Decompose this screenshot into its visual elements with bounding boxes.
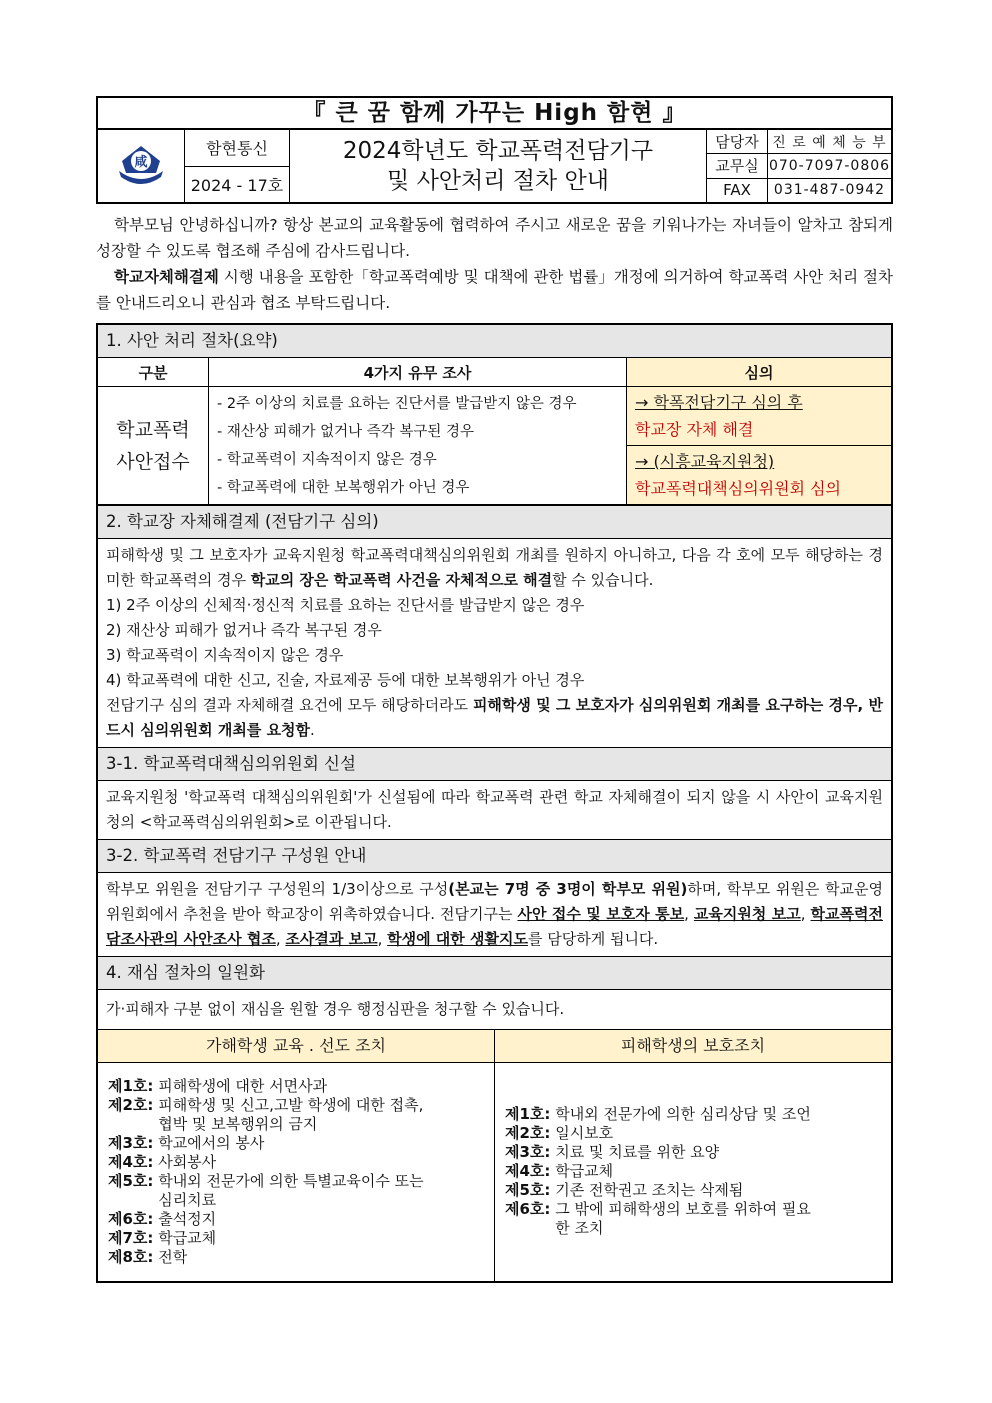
section-3-2-title: 3-2. 학교폭력 전담기구 구성원 안내 bbox=[98, 839, 891, 873]
intro-paragraph-2 bbox=[96, 264, 893, 316]
offender-measures-list bbox=[98, 1063, 494, 1281]
condition-item: - 2주 이상의 치료를 요하는 진단서를 발급받지 않은 경우 bbox=[217, 395, 577, 412]
measures-table bbox=[98, 1029, 891, 1281]
measure-number: 제2호: bbox=[505, 1124, 551, 1142]
measure-text: 그 밖에 피해학생의 보호를 위하여 필요한 조치 bbox=[555, 1200, 811, 1237]
condition-item: - 학교폭력이 지속적이지 않은 경우 bbox=[217, 451, 437, 468]
list-item: 2) 재산상 피해가 없거나 즉각 복구된 경우 bbox=[106, 621, 382, 639]
measure-number: 제2호: bbox=[108, 1096, 154, 1114]
list-item bbox=[108, 1172, 484, 1210]
contact-value: 031-487-0942 bbox=[773, 182, 886, 199]
measure-number: 제3호: bbox=[505, 1143, 551, 1161]
result-2-line-2: 학교폭력대책심의위원회 심의 bbox=[635, 479, 842, 498]
measure-number: 제4호: bbox=[108, 1153, 154, 1171]
contact-table bbox=[707, 130, 891, 202]
victim-measures-title: 피해학생의 보호조치 bbox=[495, 1030, 891, 1063]
contact-value: 070-7097-0806 bbox=[768, 157, 891, 174]
contact-row bbox=[707, 178, 891, 202]
list-item bbox=[505, 1181, 881, 1200]
measure-text: 학내외 전문가에 의한 심리상담 및 조언 bbox=[555, 1105, 811, 1123]
result-committee bbox=[627, 446, 892, 505]
result-self-resolve bbox=[627, 387, 892, 446]
section-2-paragraph-1 bbox=[106, 543, 883, 593]
document-title bbox=[290, 130, 707, 202]
procedure-table bbox=[98, 358, 891, 505]
measure-number: 제8호: bbox=[108, 1248, 154, 1266]
intro-text bbox=[96, 212, 893, 316]
duty-item: 학생에 대한 생활지도 bbox=[387, 930, 528, 948]
contact-row bbox=[707, 130, 891, 153]
measure-number: 제7호: bbox=[108, 1229, 154, 1247]
measure-text: 학내외 전문가에 의한 특별교육이수 또는 심리치료 bbox=[158, 1172, 424, 1209]
offender-measures-title: 가해학생 교육 . 선도 조치 bbox=[98, 1030, 494, 1063]
section-4-title: 4. 재심 절차의 일원화 bbox=[98, 956, 891, 990]
category-line-2: 사안접수 bbox=[116, 450, 190, 473]
separator: , bbox=[684, 905, 694, 923]
measure-number: 제5호: bbox=[505, 1181, 551, 1199]
measure-text: 전학 bbox=[158, 1248, 188, 1266]
duty-item: 사안 접수 및 보호자 통보 bbox=[517, 905, 685, 923]
list-item bbox=[108, 1229, 484, 1248]
section-2-title: 2. 학교장 자체해결제 (전담기구 심의) bbox=[98, 505, 891, 539]
school-logo bbox=[98, 130, 185, 202]
newsletter-name: 함현통신 bbox=[185, 130, 289, 167]
conditions-cell bbox=[209, 387, 627, 505]
text-span: 하며, 학부모 위원은 학교운영위원회에서 추천을 받아 학교장이 위촉하였습니다. 전담기구는 bbox=[106, 880, 883, 923]
measure-number: 제1호: bbox=[108, 1077, 154, 1095]
table-header-category: 구분 bbox=[98, 358, 209, 387]
text-span: 전담기구 심의 결과 자체해결 요건에 모두 해당하더라도 bbox=[106, 696, 473, 714]
list-item bbox=[505, 1200, 881, 1238]
separator: , bbox=[377, 930, 388, 948]
duty-item: 조사결과 보고 bbox=[285, 930, 378, 948]
newsletter-info bbox=[185, 130, 290, 202]
text-span: 학부모 위원을 전담기구 구성원의 1/3이상으로 구성 bbox=[106, 880, 449, 898]
table-header-review: 심의 bbox=[627, 358, 892, 387]
contact-row bbox=[707, 153, 891, 177]
duty-item: 학교폭력전담조사관의 사안조사 협조 bbox=[106, 905, 883, 948]
measure-text: 학교에서의 봉사 bbox=[158, 1134, 265, 1152]
list-item: 3) 학교폭력이 지속적이지 않은 경우 bbox=[106, 646, 344, 664]
measure-text: 학급교체 bbox=[158, 1229, 217, 1247]
measure-text: 피해학생에 대한 서면사과 bbox=[158, 1077, 328, 1095]
school-emblem-icon bbox=[116, 141, 166, 191]
list-item: 4) 학교폭력에 대한 신고, 진술, 자료제공 등에 대한 보복행위가 아닌 경우 bbox=[106, 671, 585, 689]
svg-text:咸: 咸 bbox=[134, 155, 148, 170]
header bbox=[96, 130, 893, 204]
measure-number: 제3호: bbox=[108, 1134, 154, 1152]
content-box bbox=[96, 323, 893, 1283]
intro-bold: 학교자체해결제 bbox=[114, 268, 219, 286]
victim-measures bbox=[494, 1030, 891, 1281]
intro-paragraph-1: 학부모님 안녕하십니까? 항상 본교의 교육활동에 협력하여 주시고 새로운 꿈을 키워나가는 자녀들이 알차고 참되게 성장할 수 있도록 협조해 주심에 감사드립니다. bbox=[96, 216, 893, 260]
measure-text: 일시보호 bbox=[555, 1124, 614, 1142]
list-item bbox=[108, 1210, 484, 1229]
category-line-1: 학교폭력 bbox=[116, 418, 190, 441]
intro-rest: 시행 내용을 포함한「학교폭력예방 및 대책에 관한 법률」개정에 의거하여 학교폭력 사안 처리 절차를 안내드리오니 관심과 협조 부탁드립니다. bbox=[96, 268, 893, 312]
result-1-line-2: 학교장 자체 해결 bbox=[635, 420, 754, 439]
measure-text: 출석정지 bbox=[158, 1210, 217, 1228]
contact-value: 진 로 예 체 능 부 bbox=[772, 134, 887, 151]
section-2-body bbox=[98, 539, 891, 747]
list-item bbox=[108, 1096, 484, 1134]
list-item bbox=[108, 1077, 484, 1096]
list-item bbox=[505, 1124, 881, 1143]
bold-text: 학교의 장은 학교폭력 사건을 자체적으로 해결 bbox=[250, 571, 553, 589]
separator: , bbox=[800, 905, 811, 923]
measure-number: 제1호: bbox=[505, 1105, 551, 1123]
title-line-1: 2024학년도 학교폭력전담기구 bbox=[342, 138, 654, 164]
measure-number: 제4호: bbox=[505, 1162, 551, 1180]
text-span: 할 수 있습니다. bbox=[552, 571, 654, 589]
table-header-conditions: 4가지 유무 조사 bbox=[209, 358, 627, 387]
measure-number: 제5호: bbox=[108, 1172, 154, 1190]
section-3-1-title: 3-1. 학교폭력대책심의위원회 신설 bbox=[98, 747, 891, 781]
list-item bbox=[505, 1143, 881, 1162]
list-item bbox=[108, 1134, 484, 1153]
banner-title: 『 큰 꿈 함께 가꾸는 High 함현 』 bbox=[96, 96, 893, 130]
condition-item: - 학교폭력에 대한 보복행위가 아닌 경우 bbox=[217, 479, 470, 496]
bold-text: 피해학생 및 그 보호자가 심의위원회 개최를 요구하는 경우, 반드시 심의위원회 개최를 요청함 bbox=[106, 696, 883, 739]
offender-measures bbox=[98, 1030, 494, 1281]
measure-text: 치료 및 치료를 위한 요양 bbox=[555, 1143, 720, 1161]
result-2-line-1: → (시흥교육지원청) bbox=[635, 452, 775, 471]
measure-number: 제6호: bbox=[108, 1210, 154, 1228]
text-span: 를 담당하게 됩니다. bbox=[527, 930, 659, 948]
list-item bbox=[108, 1153, 484, 1172]
victim-measures-list bbox=[495, 1063, 891, 1252]
section-1-title: 1. 사안 처리 절차(요약) bbox=[98, 325, 891, 358]
section-2-paragraph-2 bbox=[106, 693, 883, 743]
list-item bbox=[505, 1162, 881, 1181]
text-span: 피해학생 및 그 보호자가 교육지원청 학교폭력대책심의위원회 개최를 원하지 아니하고, 다음 각 호에 모두 해당하는 경미한 학교폭력의 경우 bbox=[106, 546, 883, 589]
list-item bbox=[505, 1105, 881, 1124]
list-item: 1) 2주 이상의 신체적·정신적 치료를 요하는 진단서를 발급받지 않은 경우 bbox=[106, 596, 585, 614]
measure-text: 기존 전학권고 조치는 삭제됨 bbox=[555, 1181, 744, 1199]
contact-label: 교무실 bbox=[707, 154, 768, 177]
measure-number: 제6호: bbox=[505, 1200, 551, 1218]
measure-text: 피해학생 및 신고,고발 학생에 대한 접촉, 협박 및 보복행위의 금지 bbox=[158, 1096, 424, 1133]
duty-item: 교육지원청 보고 bbox=[693, 905, 801, 923]
issue-number: 2024 - 17호 bbox=[190, 175, 284, 195]
contact-label: 담당자 bbox=[707, 130, 768, 153]
separator: , bbox=[275, 930, 286, 948]
section-3-2-body bbox=[98, 873, 891, 956]
condition-item: - 재산상 피해가 없거나 즉각 복구된 경우 bbox=[217, 423, 474, 440]
newsletter-page bbox=[96, 96, 893, 1283]
title-line-2: 및 사안처리 절차 안내 bbox=[387, 168, 609, 194]
category-cell bbox=[98, 387, 209, 505]
measure-text: 학급교체 bbox=[555, 1162, 614, 1180]
result-1-line-1: → 학폭전담기구 심의 후 bbox=[635, 393, 803, 412]
measure-text: 사회봉사 bbox=[158, 1153, 217, 1171]
bold-text: (본교는 7명 중 3명이 학부모 위원) bbox=[448, 880, 688, 898]
section-4-body: 가·피해자 구분 없이 재심을 원할 경우 행정심판을 청구할 수 있습니다. bbox=[106, 1000, 565, 1018]
section-3-1-body: 교육지원청 '학교폭력 대책심의위원회'가 신설됨에 따라 학교폭력 관련 학교 자체해결이 되지 않을 시 사안이 교육지원청의 <학교폭력심의위원회>로 이관됩니다. bbox=[106, 788, 883, 831]
list-item bbox=[108, 1248, 484, 1267]
text-span: . bbox=[310, 721, 315, 739]
contact-label: FAX bbox=[707, 179, 768, 202]
